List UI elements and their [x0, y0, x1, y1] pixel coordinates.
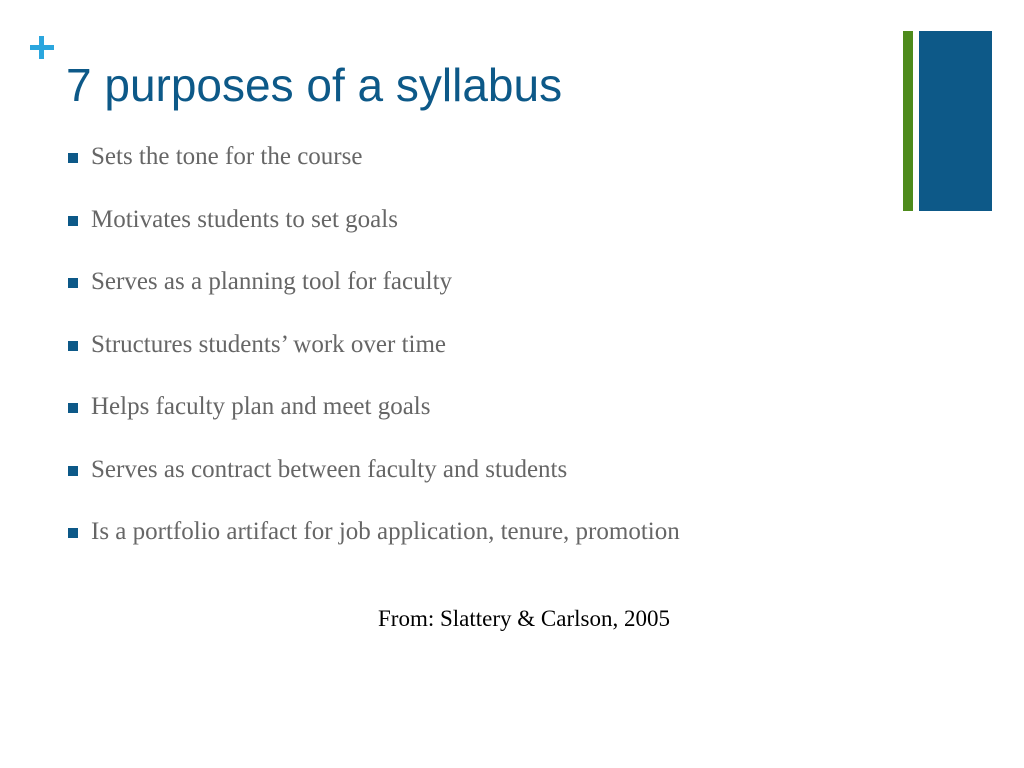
slide-title: 7 purposes of a syllabus: [66, 59, 563, 111]
bullet-text: Helps faculty plan and meet goals: [91, 393, 431, 420]
list-item: [68, 516, 680, 579]
plus-icon: [27, 34, 57, 64]
square-bullet-icon: [68, 216, 78, 226]
bullet-list: [68, 141, 680, 579]
green-accent-bar: [903, 31, 913, 211]
bullet-text: Serves as a planning tool for faculty: [91, 268, 453, 295]
bullet-text: Motivates students to set goals: [91, 205, 398, 233]
bullet-text: Sets the tone for the course: [91, 143, 363, 170]
square-bullet-icon: [68, 466, 78, 476]
square-bullet-icon: [68, 278, 78, 288]
bullet-text: Is a portfolio artifact for job application, tenure, promotion: [91, 518, 680, 545]
list-item: [68, 454, 680, 517]
bullet-text: Structures students’ work over time: [91, 330, 447, 358]
citation: From: Slattery & Carlson, 2005: [378, 606, 670, 631]
list-item: [68, 204, 680, 267]
list-item: [68, 141, 680, 204]
square-bullet-icon: [68, 528, 78, 538]
list-item: [68, 266, 680, 329]
list-item: [68, 391, 680, 454]
square-bullet-icon: [68, 153, 78, 163]
list-item: [68, 329, 680, 392]
square-bullet-icon: [68, 403, 78, 413]
blue-accent-block: [919, 31, 992, 211]
square-bullet-icon: [68, 341, 78, 351]
bullet-text: Serves as contract between faculty and students: [91, 455, 568, 483]
